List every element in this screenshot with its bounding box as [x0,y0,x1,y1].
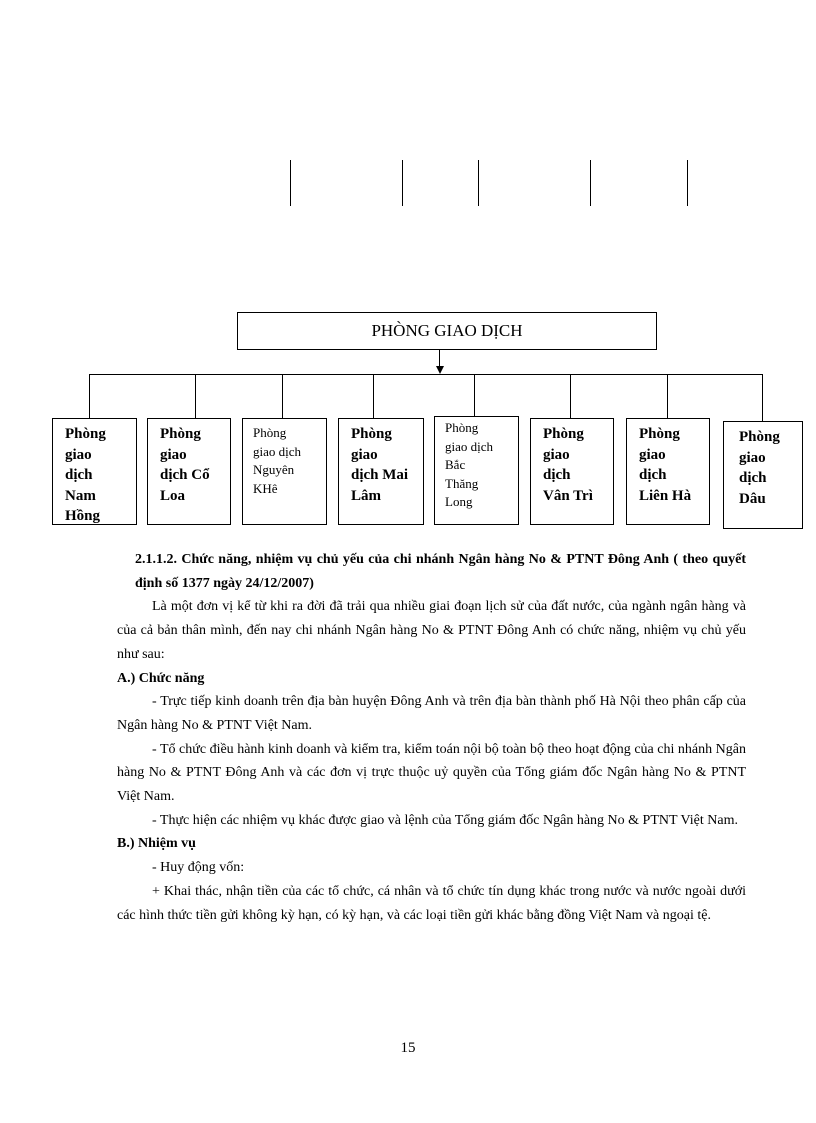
unit-line: giao [739,449,766,466]
unit-line: Phòng [639,426,680,442]
main-department-box [237,312,657,350]
unit-line: giao dịch [253,443,302,459]
unit-line: Nam [65,487,96,504]
section-b-heading: B.) Nhiệm vụ [117,836,196,852]
unit-line: giao [65,446,92,463]
unit-line: Long [445,494,473,509]
unit-box-lien-ha [626,418,710,525]
unit-box-co-loa [147,418,231,525]
paragraph: - Tổ chức điều hành kinh doanh và kiểm tra, kiểm toán nội bộ toàn bộ theo hoạt động của chi nhánh Ngân hàng No & PTNT Đông Anh và các đơn vị trực thuộc uỷ quyền của Tổng giám đốc Ngân hàng No & PTNT Việt Nam. [117,741,746,805]
branch-drop-line [373,374,374,418]
unit-line: Phòng [351,426,392,442]
unit-line: Phòng [739,429,780,445]
unit-line: giao [639,446,666,463]
paragraph: - Trực tiếp kinh doanh trên địa bàn huyện Đông Anh và trên địa bàn thành phố Hà Nội theo phân cấp của Ngân hàng No & PTNT Việt Nam. [117,694,746,733]
unit-line: Dâu [739,490,766,507]
connector-line [290,160,291,206]
unit-line: Phòng [543,426,584,442]
branch-drop-line [570,374,571,418]
main-department-label: PHÒNG GIAO DỊCH [371,321,523,340]
unit-line: giao [160,446,187,463]
unit-line: Phòng [445,420,479,435]
unit-box-dau [723,421,803,529]
unit-line: Thăng [445,475,479,491]
branch-drop-line [89,374,90,418]
unit-line: Bắc [445,457,466,472]
paragraph: - Huy động vốn: [152,860,245,876]
unit-line: dịch [65,467,93,483]
unit-line: dịch Cổ [160,467,210,483]
connector-line [478,160,479,206]
unit-line: dịch [639,467,667,483]
unit-line: dịch [543,467,571,483]
unit-line: giao [351,446,378,463]
unit-line: dịch [739,470,767,486]
intro-paragraph: Là một đơn vị kể từ khi ra đời đã trải qua nhiều giai đoạn lịch sử của đất nước, của ngành ngân hàng và của cả bản thân mình, đến nay chi nhánh Ngân hàng No & PTNT Đông Anh có chức năng, nhiệm vụ chủ yếu như sau: [117,599,746,662]
page-number: 15 [400,1040,416,1056]
connector-line [687,160,688,206]
branch-drop-line [282,374,283,418]
unit-line: Vân Trì [543,487,593,504]
unit-line: dịch Mai [351,467,409,483]
unit-line: Phòng [65,426,106,442]
unit-line: KHê [253,480,278,496]
unit-line: Liên Hà [639,487,692,504]
unit-box-bac-thang-long [434,416,519,525]
section-heading: 2.1.1.2. Chức năng, nhiệm vụ chủ yếu của chi nhánh Ngân hàng No & PTNT Đông Anh ( theo quyết định số 1377 ngày 24/12/2007) [135,552,746,591]
connector-line [402,160,403,206]
unit-box-nguyen-khe [242,418,327,525]
unit-line: giao dịch [445,438,494,454]
unit-box-mai-lam [338,418,424,525]
body-text [117,548,746,927]
unit-line: giao [543,446,570,463]
arrow-down-icon [436,366,444,374]
branch-drop-line [762,374,763,421]
unit-box-van-tri [530,418,614,525]
main-connector-line [439,350,440,367]
unit-line: Nguyên [253,462,295,477]
branch-drop-line [474,374,475,416]
unit-line: Phòng [160,426,201,442]
unit-line: Lâm [351,487,381,504]
unit-line: Loa [160,487,186,504]
branch-drop-line [195,374,196,418]
paragraph: + Khai thác, nhận tiền của các tổ chức, cá nhân và tổ chức tín dụng khác trong nước và nước ngoài dưới các hình thức tiền gửi không kỳ hạn, có kỳ hạn, và các loại tiền gửi khác bằng đồng Việt Nam và ngoại tệ. [117,883,746,923]
branch-bus-line [89,374,763,375]
unit-line: Hồng [65,508,101,524]
branch-drop-line [667,374,668,418]
section-a-heading: A.) Chức năng [117,670,205,686]
unit-box-nam-hong [52,418,137,525]
connector-line [590,160,591,206]
unit-line: Phòng [253,425,287,440]
paragraph: - Thực hiện các nhiệm vụ khác được giao và lệnh của Tổng giám đốc Ngân hàng No & PTNT Việt Nam. [152,812,738,828]
